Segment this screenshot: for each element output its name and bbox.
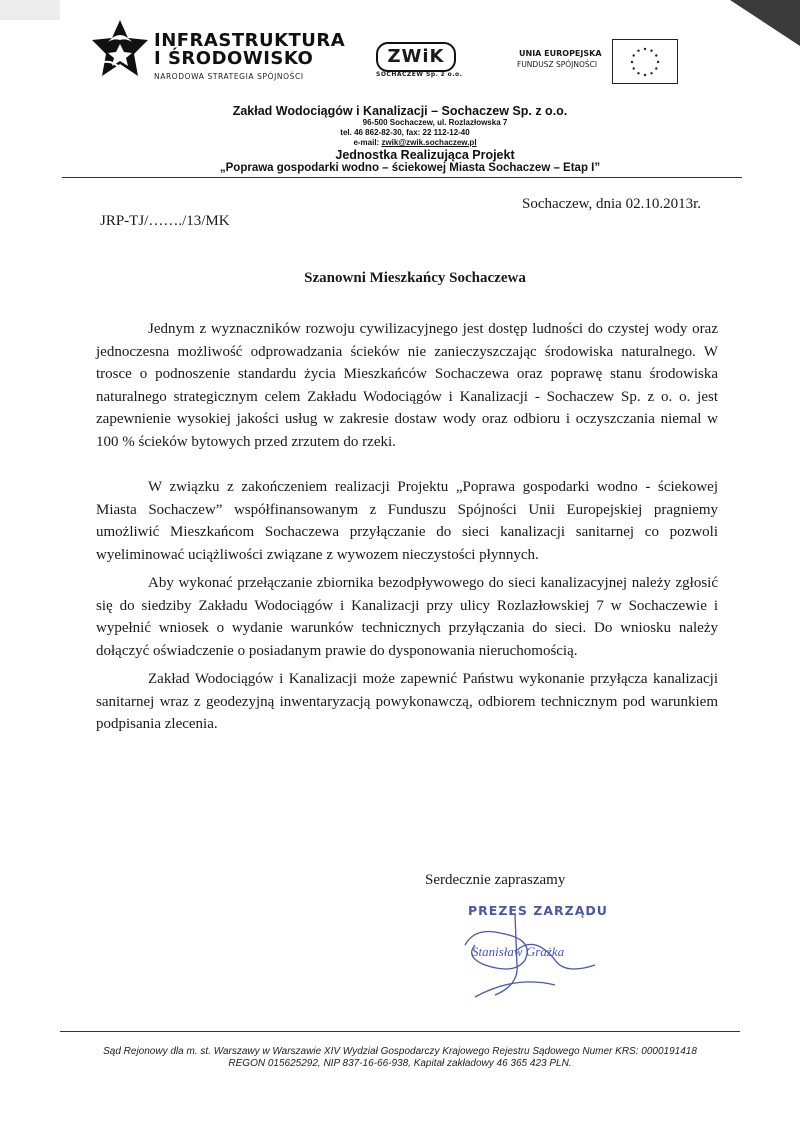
- footer-line-1: Sąd Rejonowy dla m. st. Warszawy w Warszawie XIV Wydział Gospodarczy Krajowego Rejestru Sądowego Numer KRS: 0000191418: [103, 1046, 697, 1057]
- company-phone: tel. 46 862-82-30, fax: 22 112-12-40: [340, 128, 470, 137]
- paragraph-1: Jednym z wyznaczników rozwoju cywilizacyjnego jest dostęp ludności do czystej wody oraz jednoczesna możliwość odprowadzania ścieków nie zanieczyszczając środowiska naturalnego. W trosce o podnoszenie standardu życia Mieszkańców Sochaczewa oraz poprawę stanu środowiska naturalnego strategicznym celem Zakładu Wodociągów i Kanalizacji - Sochaczew Sp. z o. o. jest zapewnienie wysokiej jakości usług w zakresie dostaw wody oraz odbioru i oczyszczania niemal w 100 % ścieków bytowych przed zrzutem do rzeki.: [96, 321, 718, 450]
- scan-corner: [730, 0, 800, 46]
- eu-subtitle: FUNDUSZ SPÓJNOŚCI: [517, 60, 598, 69]
- footer-line-2: REGON 015625292, NIP 837-16-66-938, Kapitał zakładowy 46 365 423 PLN.: [228, 1058, 572, 1069]
- zwik-subtitle: SOCHACZEW Sp. z o.o.: [376, 71, 463, 78]
- infra-title-line2: I ŚRODOWISKO: [154, 48, 314, 69]
- project-unit: Jednostka Realizująca Projekt: [335, 148, 515, 162]
- scan-edge: [0, 0, 60, 20]
- company-name: Zakład Wodociągów i Kanalizacji – Sochaczew Sp. z o.o.: [232, 104, 568, 118]
- closing: Serdecznie zapraszamy: [425, 872, 566, 888]
- place-date: Sochaczew, dnia 02.10.2013r.: [522, 196, 701, 212]
- header-divider: [62, 177, 742, 178]
- stamp-name: Stanisław Grażka: [472, 944, 565, 959]
- project-title: „Poprawa gospodarki wodno – ściekowej Miasta Sochaczew – Etap I”: [219, 162, 601, 174]
- letter-body: [96, 318, 718, 736]
- eu-flag-icon: [612, 39, 678, 84]
- company-address: 96-500 Sochaczew, ul. Rozlazłowska 7: [362, 118, 508, 127]
- infra-subtitle: NARODOWA STRATEGIA SPÓJNOŚCI: [154, 72, 304, 81]
- paragraph-4: Zakład Wodociągów i Kanalizacji może zapewnić Państwu wykonanie przyłącza kanalizacji sanitarnej wraz z geodezyjną inwentaryzacją powykonawczą, odbiorem technicznym pod warunkiem podpisania zlecenia.: [96, 671, 718, 732]
- email-label: e-mail:: [353, 138, 382, 147]
- zwik-logo: [372, 42, 463, 82]
- reference-number: JRP-TJ/……./13/MK: [100, 213, 230, 229]
- stamp-title: PREZES ZARZĄDU: [468, 903, 608, 918]
- zwik-wordmark: ZWiK: [376, 42, 456, 72]
- infra-title-line1: INFRASTRUKTURA: [154, 30, 346, 51]
- company-email: [140, 138, 660, 147]
- salutation: Szanowni Mieszkańcy Sochaczewa: [304, 270, 526, 286]
- footer-divider: [60, 1031, 740, 1032]
- email-link[interactable]: zwik@zwik.sochaczew.pl: [381, 138, 477, 147]
- paragraph-2: W związku z zakończeniem realizacji Projektu „Poprawa gospodarki wodno - ściekowej Miasta Sochaczew” współfinansowanym z Funduszu Spójności Unii Europejskiej pragniemy umożliwić Mieszkańcom Sochaczewa przyłączanie do sieci kanalizacji sanitarnej co pozwoli wyeliminować uciążliwości związane z wywozem nieczystości płynnych.: [96, 479, 718, 563]
- infrastruktura-logo: [90, 18, 346, 88]
- eu-title: UNIA EUROPEJSKA: [519, 49, 602, 58]
- star-emblem-icon: [90, 18, 150, 82]
- paragraph-3: Aby wykonać przełączanie zbiornika bezodpływowego do sieci kanalizacyjnej należy zgłosić się do siedziby Zakładu Wodociągów i Kanalizacji przy ulicy Rozlazłowskiej 7 w Sochaczewie i wypełnić wniosek o wydanie warunków technicznych przyłączania do sieci. Do wniosku należy dołączyć oświadczenie o posiadanym prawie do dysponowania nieruchomością.: [96, 575, 718, 659]
